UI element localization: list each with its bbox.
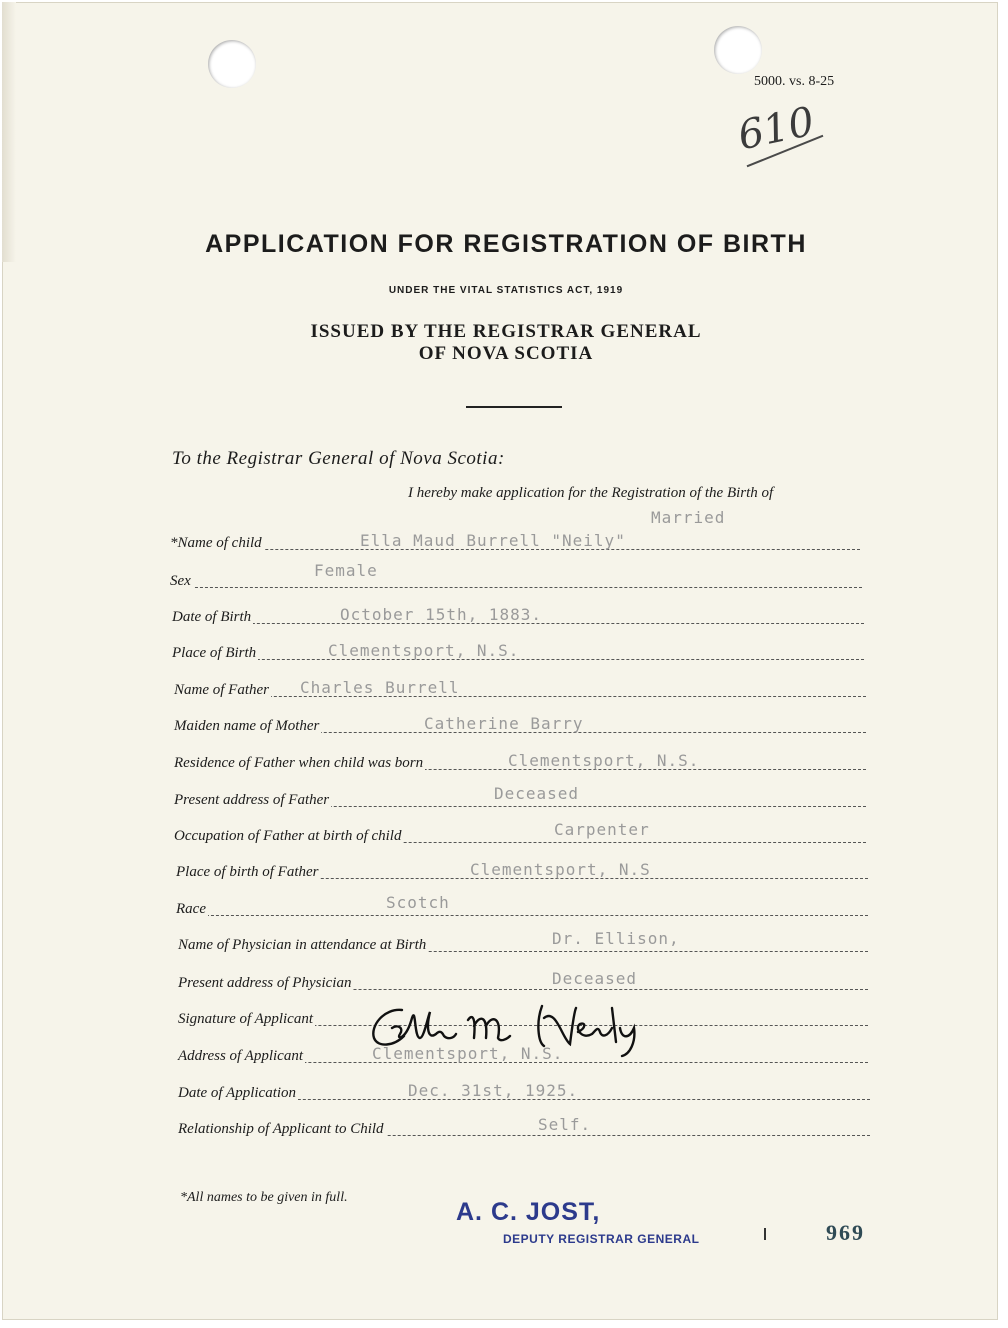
field-line — [176, 915, 868, 916]
binding-edge — [2, 2, 16, 262]
document-page — [2, 2, 998, 1320]
issuer-line-1: ISSUED BY THE REGISTRAR GENERAL — [310, 321, 702, 342]
stamp-title: DEPUTY REGISTRAR GENERAL — [503, 1232, 700, 1246]
field-value: Female — [314, 561, 378, 580]
form-number: 5000. vs. 8-25 — [754, 74, 835, 89]
issuer-heading — [2, 321, 1008, 365]
ink-mark — [764, 1228, 766, 1240]
field-value: Clementsport, N.S. — [328, 641, 520, 660]
field-label: Residence of Father when child was born — [174, 755, 424, 771]
field-label: Name of Father — [174, 682, 269, 698]
field-value: Dr. Ellison, — [552, 929, 680, 948]
field-label: Occupation of Father at birth of child — [174, 828, 402, 844]
field-value: Scotch — [386, 893, 450, 912]
field-relationship-of-applicant — [178, 1112, 870, 1142]
field-present-address-of-physician — [178, 966, 868, 996]
handwritten-file-number: 610 — [734, 98, 819, 160]
field-value: Dec. 31st, 1925. — [408, 1081, 579, 1100]
act-subtitle: UNDER THE VITAL STATISTICS ACT, 1919 — [388, 285, 624, 296]
field-label: Place of birth of Father — [176, 864, 319, 880]
field-value: Carpenter — [554, 820, 650, 839]
field-place-of-birth — [172, 636, 864, 666]
field-label: Race — [176, 901, 206, 917]
field-value: Deceased — [552, 969, 638, 988]
page-title: APPLICATION FOR REGISTRATION OF BIRTH — [205, 230, 807, 258]
field-value: Ella Maud Burrell "Neily" — [360, 531, 626, 550]
field-place-of-birth-of-father — [176, 855, 868, 885]
salutation: To the Registrar General of Nova Scotia: — [172, 448, 505, 469]
divider-rule — [466, 406, 562, 408]
stamp-name: A. C. JOST, — [456, 1198, 601, 1226]
field-label: Date of Birth — [172, 609, 252, 625]
field-occupation-of-father — [174, 819, 866, 849]
married-note: Married — [651, 508, 726, 527]
field-line — [170, 587, 862, 588]
applicant-signature — [364, 998, 654, 1058]
field-label: Present address of Physician — [178, 975, 352, 991]
field-name-of-physician — [178, 928, 868, 958]
field-value: Charles Burrell — [300, 678, 460, 697]
field-sex — [170, 561, 862, 594]
field-value: Deceased — [494, 784, 580, 803]
registration-number: 969 — [826, 1220, 865, 1245]
field-label: Sex — [170, 573, 191, 589]
field-present-address-of-father — [174, 783, 866, 813]
field-date-of-application — [178, 1076, 870, 1106]
field-line — [174, 696, 866, 697]
field-value: Clementsport, N.S. — [372, 1044, 564, 1063]
field-label: *Name of child — [170, 535, 262, 551]
punch-hole — [714, 26, 762, 74]
field-name-of-child — [170, 526, 860, 556]
field-value: Self. — [538, 1115, 592, 1134]
punch-hole — [208, 40, 256, 88]
field-label: Signature of Applicant — [178, 1011, 313, 1027]
footnote: *All names to be given in full. — [180, 1190, 348, 1205]
field-maiden-name-of-mother — [174, 709, 866, 739]
field-label: Relationship of Applicant to Child — [178, 1121, 384, 1137]
field-value: Catherine Barry — [424, 714, 584, 733]
field-value: Clementsport, N.S — [470, 860, 651, 879]
field-label: Place of Birth — [172, 645, 257, 661]
issuer-line-2: OF NOVA SCOTIA — [418, 343, 594, 364]
field-residence-of-father — [174, 746, 866, 776]
field-race — [176, 892, 868, 922]
field-label: Address of Applicant — [178, 1048, 303, 1064]
field-label: Name of Physician in attendance at Birth — [178, 937, 427, 953]
field-name-of-father — [174, 673, 866, 703]
field-label: Maiden name of Mother — [174, 718, 320, 734]
field-value: Clementsport, N.S. — [508, 751, 700, 770]
field-label: Present address of Father — [174, 792, 330, 808]
field-date-of-birth — [172, 600, 864, 630]
field-value: October 15th, 1883. — [340, 605, 543, 624]
field-label: Date of Application — [178, 1085, 297, 1101]
intro-text: I hereby make application for the Registration of the Birth of — [408, 485, 774, 501]
